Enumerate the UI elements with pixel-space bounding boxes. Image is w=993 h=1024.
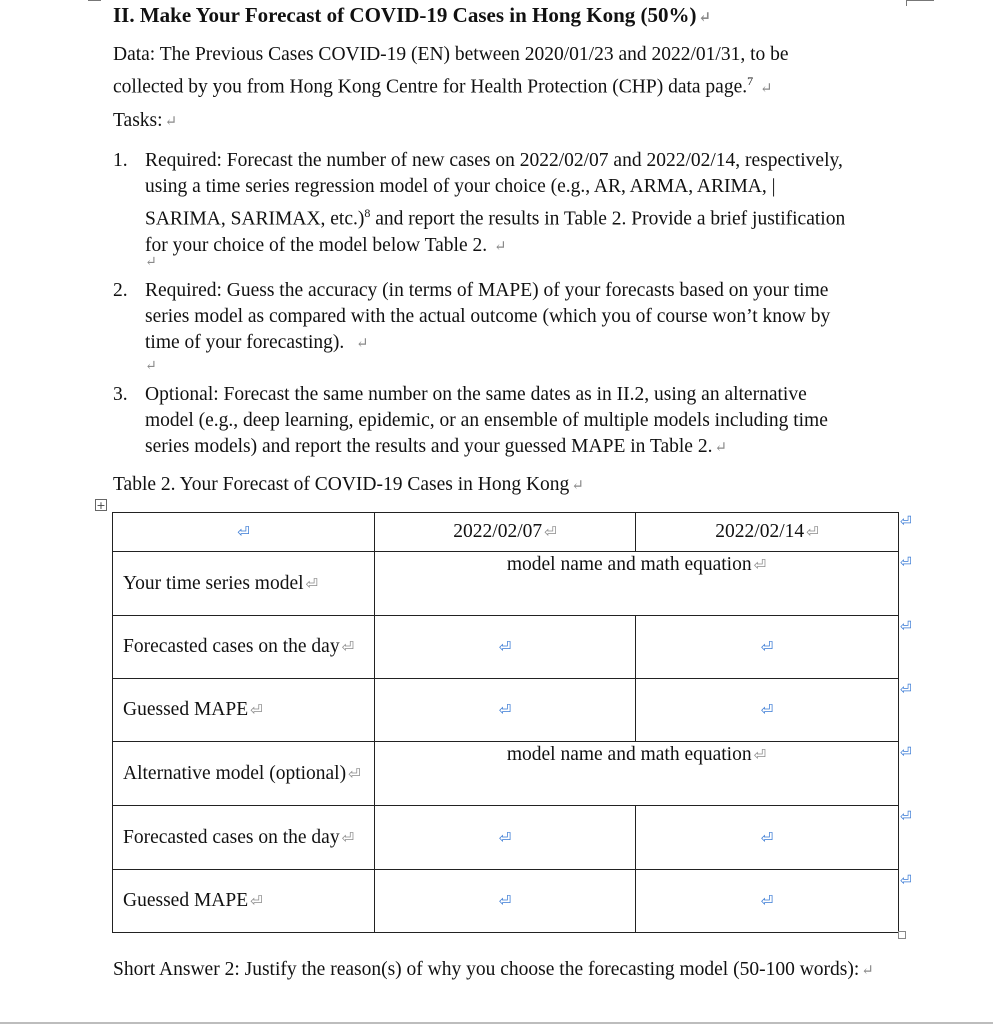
table-row	[113, 616, 899, 679]
task-3-line: series models) and report the results and your guessed MAPE in Table 2. ↵	[145, 436, 728, 457]
header-date-1[interactable]: 2022/02/07 ⏎	[375, 513, 636, 552]
alt-mape-cell-date-2[interactable]	[636, 870, 899, 933]
table-row	[113, 552, 899, 616]
row-end-mark-icon: ⏎	[900, 810, 912, 825]
cell-mark-icon: ⏎	[760, 830, 774, 847]
cell-mark-icon: ⏎	[760, 894, 774, 910]
alt-forecast-cell-date-2[interactable]	[636, 806, 899, 870]
cell-mark-icon: ⏎	[760, 640, 774, 656]
cell-mark-icon: ⏎	[250, 894, 263, 910]
empty-paragraph-mark-icon: ↵	[145, 359, 157, 374]
task-2-line: series model as compared with the actual outcome (which you of course won’t know by	[145, 306, 831, 327]
empty-paragraph-mark-icon: ↵	[145, 255, 157, 270]
table-caption: Table 2. Your Forecast of COVID-19 Cases in Hong Kong ↵	[113, 474, 584, 495]
tasks-label: Tasks: ↵	[113, 110, 178, 131]
row-end-mark-icon: ⏎	[900, 620, 912, 635]
table-row	[113, 806, 899, 870]
task-1	[145, 148, 905, 260]
task-1-line: for your choice of the model below Table 2. ↵	[145, 234, 507, 256]
footnote-ref-8[interactable]: 8	[364, 206, 371, 220]
page-corner-right	[906, 0, 934, 1]
data-paragraph	[113, 42, 789, 102]
cell-mark-icon: ⏎	[498, 703, 512, 719]
row-label-mape[interactable]: Guessed MAPE ⏎	[113, 679, 375, 742]
task-3-number: 3.	[113, 384, 128, 405]
alt-mape-cell-date-1[interactable]	[375, 870, 636, 933]
footnote-ref-7[interactable]: 7	[747, 74, 754, 88]
mape-cell-date-2[interactable]	[636, 679, 899, 742]
table-resize-handle-icon[interactable]	[898, 931, 906, 939]
cell-mark-icon: ⏎	[806, 525, 819, 541]
row-end-mark-icon: ⏎	[900, 683, 912, 698]
cell-mark-icon: ⏎	[544, 525, 557, 541]
table-header-row	[113, 513, 899, 552]
task-2-line: time of your forecasting). ↵	[145, 332, 369, 353]
cell-mark-icon: ⏎	[498, 830, 512, 847]
cell-mark-icon: ⏎	[498, 640, 512, 656]
task-1-line: using a time series regression model of your choice (e.g., AR, ARMA, ARIMA, |	[145, 176, 776, 197]
table-move-handle-icon[interactable]: +	[96, 499, 106, 512]
paragraph-mark-icon: ↵	[760, 80, 773, 97]
row-label-alt-model[interactable]: Alternative model (optional) ⏎	[113, 742, 375, 806]
page-corner-right-vertical	[906, 0, 907, 6]
data-line-1: Data: The Previous Cases COVID-19 (EN) between 2020/01/23 and 2022/01/31, to be	[113, 44, 789, 65]
data-line-2: collected by you from Hong Kong Centre for Health Protection (CHP) data page.$^7$ ↵	[113, 74, 773, 98]
paragraph-mark-icon: ↵	[571, 478, 584, 494]
task-3-line: model (e.g., deep learning, epidemic, or an ensemble of multiple models including time	[145, 410, 828, 431]
cell-mark-icon: ⏎	[305, 576, 319, 593]
task-2-line: Required: Guess the accuracy (in terms of MAPE) of your forecasts based on your time	[145, 280, 829, 301]
paragraph-mark-icon: ↵	[494, 238, 507, 255]
paragraph-mark-icon: ↵	[356, 336, 369, 352]
forecast-table	[112, 512, 899, 933]
task-3	[145, 382, 905, 461]
short-answer-prompt: Short Answer 2: Justify the reason(s) of why you choose the forecasting model (50-100 words): ↵	[113, 959, 874, 980]
table-cell-empty[interactable]	[113, 513, 375, 552]
alt-forecast-cell-date-1[interactable]	[375, 806, 636, 870]
mape-cell-date-1[interactable]	[375, 679, 636, 742]
table-row	[113, 679, 899, 742]
row-label-forecast[interactable]: Forecasted cases on the day ⏎	[113, 616, 375, 679]
row-end-mark-icon: ⏎	[900, 556, 912, 571]
paragraph-mark-icon: ↵	[164, 114, 178, 130]
forecast-cell-date-1[interactable]	[375, 616, 636, 679]
cell-mark-icon: ⏎	[348, 766, 361, 783]
cell-mark-icon: ⏎	[341, 640, 355, 656]
section-heading: II. Make Your Forecast of COVID-19 Cases in Hong Kong (50%) ↵	[113, 3, 712, 27]
task-1-number: 1.	[113, 150, 128, 171]
row-label-time-series-model[interactable]: Your time series model ⏎	[113, 552, 375, 616]
paragraph-mark-icon: ↵	[714, 440, 728, 456]
task-2-number: 2.	[113, 280, 128, 301]
task-2	[145, 278, 905, 357]
row-label-alt-mape[interactable]: Guessed MAPE ⏎	[113, 870, 375, 933]
task-1-line: Required: Forecast the number of new cases on 2022/02/07 and 2022/02/14, respectively,	[145, 150, 843, 171]
row-end-mark-icon: ⏎	[900, 746, 912, 761]
cell-mark-icon: ⏎	[498, 894, 512, 910]
paragraph-mark-icon: ↵	[698, 10, 712, 26]
cell-mark-icon: ⏎	[250, 703, 263, 719]
alt-model-cell[interactable]: model name and math equation ⏎	[375, 742, 899, 806]
cell-mark-icon: ⏎	[753, 558, 767, 574]
forecast-cell-date-2[interactable]	[636, 616, 899, 679]
task-3-line: Optional: Forecast the same number on the same dates as in II.2, using an alternative	[145, 384, 807, 405]
row-end-mark-icon: ⏎	[900, 874, 912, 889]
cell-mark-icon: ⏎	[760, 703, 774, 719]
row-label-alt-forecast[interactable]: Forecasted cases on the day ⏎	[113, 806, 375, 870]
paragraph-mark-icon: ↵	[861, 963, 874, 979]
row-end-mark-icon: ⏎	[900, 515, 912, 530]
time-series-model-cell[interactable]: model name and math equation ⏎	[375, 552, 899, 616]
header-date-2[interactable]: 2022/02/14 ⏎	[636, 513, 899, 552]
cell-mark-icon: ⏎	[341, 830, 355, 847]
cell-mark-icon: ⏎	[237, 525, 250, 541]
table-row	[113, 742, 899, 806]
table-row	[113, 870, 899, 933]
page-corner-left	[88, 0, 101, 1]
cell-mark-icon: ⏎	[753, 748, 767, 764]
task-1-line: SARIMA, SARIMAX, etc.)$^8$ and report the results in Table 2. Provide a brief justification	[145, 206, 846, 230]
